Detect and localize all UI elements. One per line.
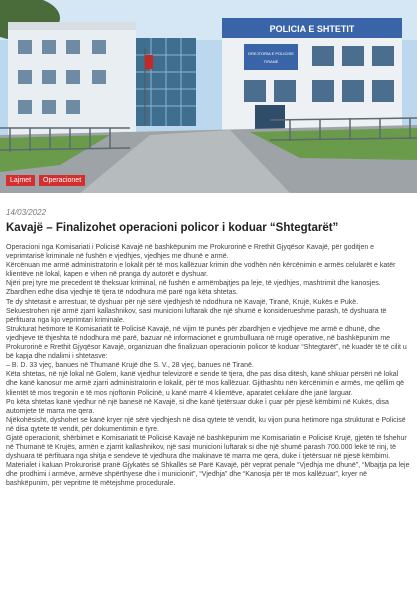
article-paragraph: Zbardhen edhe disa vjedhje të tjera të ndodhura më parë nga këta shtetas. <box>6 289 238 297</box>
article-body <box>6 243 411 489</box>
article-paragraph: Strukturat hetimore të Komisariatit të Policisë Kavajë, në vijim të punës për zbardhjen e vjedhjeve me armë e dhunë, dhe vjedhjeve të thjeshta të ndodhura më parë, bazuar në informacionet e grumbulluara në rrugë operative, në bashkëpunim me Prokurorinë e Rrethit Gjyqësor Kavajë, organizuan dhe finalizuan operacionin policor të koduar “Shtegtarët”, në kuadër të të cilit u bë kapja dhe ndalimi i shtetasve: <box>6 325 407 361</box>
article-paragraph: Operacioni nga Komisariati i Policisë Kavajë në bashkëpunim me Prokurorinë e Rrethit Gjyqësor Kavajë, për goditjen e veprimtarisë kriminale në fushën e vjedhjes, vjedhjes me dhunë e armë. <box>6 244 375 261</box>
article-paragraph: Njëri prej tyre me precedent të theksuar kriminal, në fushën e armëmbajtjes pa leje, të vjedhjes, mashtrimit dhe kanosjes. <box>6 280 381 288</box>
article-hero-image <box>0 0 417 193</box>
police-building-photo <box>0 0 417 193</box>
tag-lajmet[interactable]: Lajmet <box>6 175 35 186</box>
article-paragraph: Këta shtetas, në një lokal në Golem, kanë vjedhur televizorë e sende të tjera, dhe pas disa ditësh, kanë shkuar përsëri në lokal dhe kanë kanosur me armë zjarri administratorin e lokalit, për të mos kallëzuar. Gjithashtu nën kërcënimin e armës, me qëllim që klientët të mos tregonin e të mos njoftonin Policinë, u kanë marrë 4 klientëve, aparatet celulare dhe janë larguar. <box>6 371 405 397</box>
tag-operacionet[interactable]: Operacionet <box>39 175 85 186</box>
article-title: Kavajë – Finalizohet operacioni policor i koduar “Shtegtarët” <box>6 222 339 234</box>
article-paragraph: Te dy shtetasit e arrestuar, të dyshuar për një sërë vjedhjesh të ndodhura në Kavajë, Tiranë, Krujë, Kukës e Pukë. <box>6 298 359 306</box>
article-paragraph: Njëkohësisht, dyshohet se kanë kryer një sërë vjedhjesh në disa qytete të vendit, ku vijon puna hetimore nga strukturat e Policisë në disa qytete të vendit, për dokumentimin e tyre. <box>6 416 406 433</box>
article-paragraph: Materialet i kaluan Prokurorisë pranë Gjykatës së Shkallës së Parë Kavajë, për veprat penale “Vjedhja me dhunë”, “Mbajtja pa leje dhe prodhimi i armëve, armëve shpërthyese dhe i municionit”, “Vjedhja” dhe “Kanosja për të mos kallëzuar”, kryer në bashkëpunim, për vepritme të mëtejshme procedurale. <box>6 462 410 488</box>
article-paragraph: – B. D. 33 vjeç, banues në Thumanë Krujë dhe S. V., 28 vjeç, banues në Tiranë. <box>6 362 254 370</box>
article-paragraph: Po këta shtetas kanë vjedhur në një banesë në Kavajë, si dhe kanë tjetërsuar duke i çuar për pjesë këmbimi në Kukës, disa automjete të marra me qera. <box>6 398 389 415</box>
article-date: 14/03/2022 <box>6 208 47 217</box>
article-paragraph: Sekuestrohen një armë zjarri kallashnikov, sasi municioni luftarak dhe një shumë e konsiderueshme parash, të dyshuara të përfituara nga kjo veprimtari kriminale. <box>6 307 387 324</box>
police-sign-text: POLICIA E SHTETIT <box>269 24 355 34</box>
article-paragraph: Kërcënuan me armë administratorin e lokalit për të mos kallëzuar krimin dhe vodhën nën kërcënimin e armës celularët e katër klientëve në lokal, kapen e vihen në pranga dy autorët e dyshuar. <box>6 262 396 279</box>
article-paragraph: Gjatë operacionit, shërbimet e Komisariatit të Policisë Kavajë në bashkëpunim me Komisariatin e Policisë Krujë, gjetën të fshehur në Thumanë të Krujës, armën e zjarrit kallashnikov, një sasi municioni luftarak si dhe një shumë parash 700.000 lekë të rinj, të dyshuara të përfituara nga shitja e sendeve të vjedhura dhe makinave të marra me qera, duke i tjetërsuar në pjesë këmbimi. <box>6 434 407 461</box>
building-sign-text-2: TIRANE <box>263 59 279 64</box>
tag-list <box>6 175 85 186</box>
building-sign-text-1: DREJTORIA E POLICISE <box>248 51 294 56</box>
